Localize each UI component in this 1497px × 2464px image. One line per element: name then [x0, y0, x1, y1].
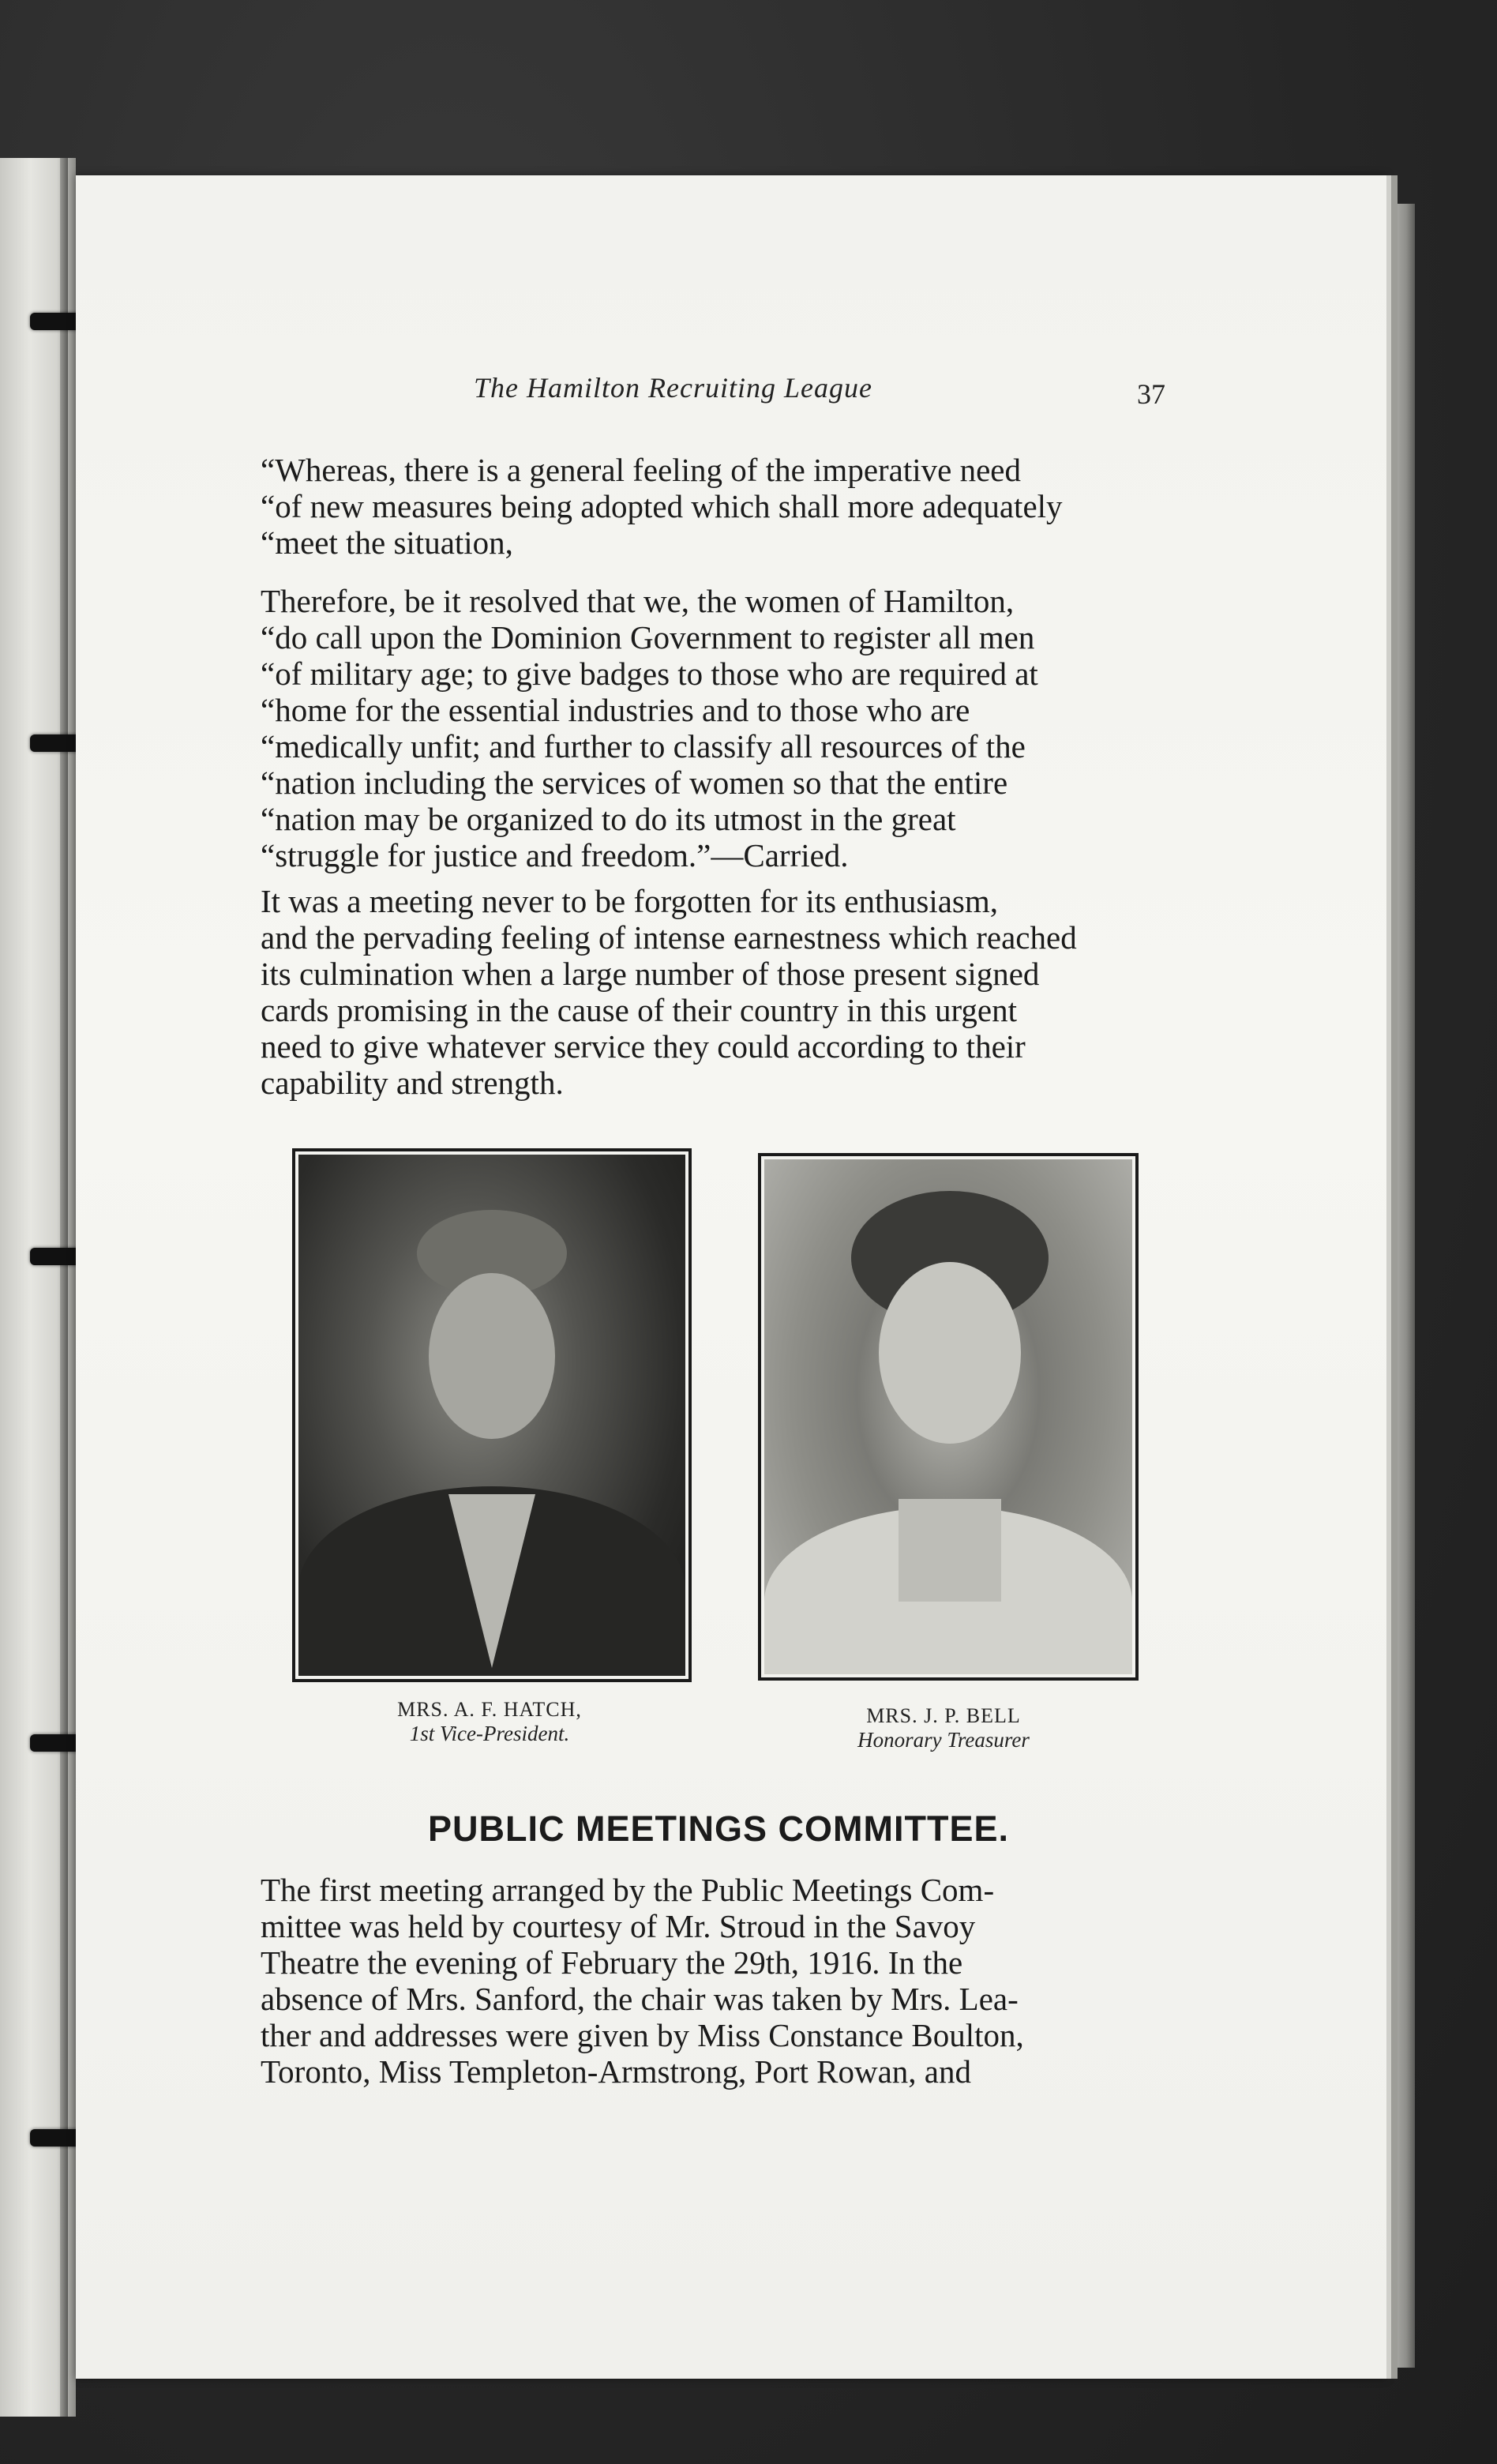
- text-line: capability and strength.: [261, 1065, 564, 1101]
- page-number: 37: [1137, 378, 1165, 410]
- text-line: “nation including the services of women so that the entire: [261, 764, 1008, 801]
- text-line: “of military age; to give badges to those who are required at: [261, 655, 1038, 692]
- running-title: The Hamilton Recruiting League: [474, 372, 872, 404]
- text-line: “do call upon the Dominion Government to register all men: [261, 619, 1035, 655]
- text-line: “of new measures being adopted which shall more adequately: [261, 488, 1063, 524]
- therefore-paragraph: [261, 583, 1176, 873]
- text-line: It was a meeting never to be forgotten for its enthusiasm,: [261, 883, 999, 919]
- meeting-paragraph: [261, 883, 1176, 1101]
- text-line: “meet the situation,: [261, 524, 513, 561]
- text-line: Toronto, Miss Templeton-Armstrong, Port Rowan, and: [261, 2053, 971, 2090]
- text-line: mittee was held by courtesy of Mr. Stroud in the Savoy: [261, 1908, 976, 1944]
- text-line: “medically unfit; and further to classify all resources of the: [261, 728, 1026, 764]
- right-page-edge: [1386, 204, 1415, 2368]
- text-line: ther and addresses were given by Miss Constance Boulton,: [261, 2017, 1024, 2053]
- portrait-frame-hatch: [292, 1148, 692, 1682]
- portrait-photo-hatch: [298, 1155, 685, 1676]
- section-heading: PUBLIC MEETINGS COMMITTEE.: [427, 1809, 1009, 1849]
- caption-hatch: [292, 1698, 687, 1746]
- text-line: Theatre the evening of February the 29th, 1916. In the: [261, 1944, 963, 1981]
- portrait-frame-bell: [758, 1153, 1139, 1681]
- binding-spine: [60, 158, 68, 2417]
- caption-title: Honorary Treasurer: [857, 1728, 1030, 1752]
- text-line: need to give whatever service they could according to their: [261, 1028, 1026, 1065]
- text-line: “Whereas, there is a general feeling of the imperative need: [261, 452, 1021, 488]
- portrait-photo-bell: [764, 1159, 1132, 1674]
- resolution-paragraph: [261, 452, 1176, 561]
- text-line: absence of Mrs. Sanford, the chair was taken by Mrs. Lea-: [261, 1981, 1019, 2017]
- text-line: “struggle for justice and freedom.”—Carried.: [261, 837, 849, 873]
- caption-name: MRS. J. P. BELL: [866, 1704, 1021, 1727]
- text-line: its culmination when a large number of those present signed: [261, 956, 1040, 992]
- committee-paragraph: [261, 1872, 1176, 2090]
- text-line: and the pervading feeling of intense earnestness which reached: [261, 919, 1077, 956]
- caption-bell: [758, 1704, 1129, 1752]
- text-line: The first meeting arranged by the Public Meetings Com-: [261, 1872, 995, 1908]
- text-line: “home for the essential industries and to those who are: [261, 692, 970, 728]
- text-line: “nation may be organized to do its utmost in the great: [261, 801, 956, 837]
- text-line: Therefore, be it resolved that we, the women of Hamilton,: [261, 583, 1015, 619]
- caption-title: 1st Vice-President.: [409, 1722, 570, 1745]
- text-line: cards promising in the cause of their country in this urgent: [261, 992, 1017, 1028]
- caption-name: MRS. A. F. HATCH,: [397, 1698, 582, 1721]
